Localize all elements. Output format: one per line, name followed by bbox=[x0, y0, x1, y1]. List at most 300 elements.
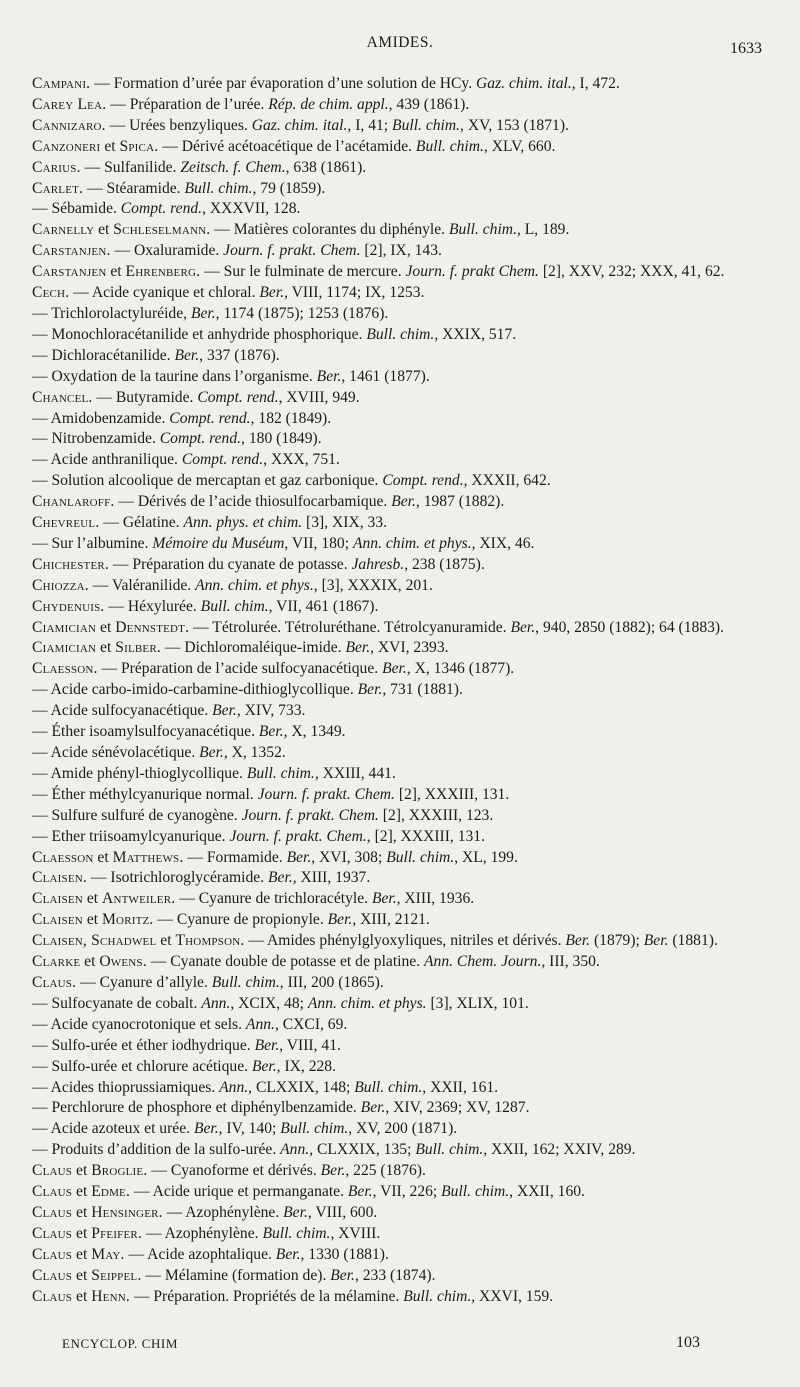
journal-title: Ber. bbox=[193, 1120, 219, 1138]
entry-text: — Préparation de l’acide sulfocyanacétique. bbox=[97, 660, 383, 678]
entry-text: [2], XXXIII, 131. bbox=[394, 785, 510, 803]
author-name: Claus bbox=[32, 1183, 73, 1201]
bibliography-entry bbox=[32, 868, 768, 889]
journal-title: Ber. bbox=[510, 618, 536, 636]
entry-text: , X, 1346 (1877). bbox=[406, 660, 515, 678]
entry-text: — Tétrolurée. Tétroluréthane. Tétrolcyanuramide. bbox=[189, 618, 511, 636]
journal-title: Ber. bbox=[258, 723, 284, 741]
entry-text: , 1330 (1881). bbox=[300, 1245, 389, 1263]
bibliography-entry bbox=[32, 1036, 768, 1057]
bibliography-entry bbox=[32, 1224, 768, 1245]
journal-title: Journ. f. prakt Chem. bbox=[405, 263, 539, 281]
bibliography-entry bbox=[32, 450, 768, 471]
running-header-title: AMIDES. bbox=[366, 34, 434, 51]
journal-title: Compt. rend. bbox=[197, 388, 279, 406]
entry-text: , XXXII, 642. bbox=[463, 472, 551, 490]
entry-text: — Produits d’addition de la sulfo-urée. bbox=[32, 1141, 281, 1159]
entry-text: et bbox=[82, 911, 102, 929]
entry-text: — Amidobenzamide. bbox=[32, 409, 170, 427]
bibliography-entry bbox=[32, 304, 768, 325]
entry-text: et bbox=[72, 1203, 92, 1221]
entry-text: , 180 (1849). bbox=[241, 430, 322, 448]
entry-text: , 225 (1876). bbox=[345, 1162, 426, 1180]
entry-text: , VII, 461 (1867). bbox=[268, 597, 379, 615]
entry-text: — Mélamine (formation de). bbox=[141, 1266, 331, 1284]
entry-text: — Azophénylène. bbox=[142, 1224, 263, 1242]
entry-text: et bbox=[72, 1287, 92, 1305]
journal-title: Ber. bbox=[283, 1203, 308, 1221]
journal-title: Ber. bbox=[212, 702, 237, 720]
entry-text: — Solution alcoolique de mercaptan et gaz carbonique. bbox=[32, 472, 383, 490]
entry-text: , 337 (1876). bbox=[199, 346, 280, 364]
entry-text: , III, 200 (1865). bbox=[279, 973, 384, 991]
entry-text: , 1461 (1877). bbox=[341, 367, 430, 385]
author-name: Claus bbox=[32, 1245, 73, 1263]
entry-text: — Sulfocyanate de cobalt. bbox=[32, 994, 202, 1012]
entry-text: — Héxylurée. bbox=[104, 597, 201, 615]
entry-text: , VII, 226; bbox=[372, 1183, 442, 1201]
entry-text: — Cyanure de propionyle. bbox=[153, 911, 328, 929]
bibliography-entry bbox=[32, 764, 768, 785]
author-name: Claus bbox=[32, 1287, 73, 1305]
author-name: Chancel. bbox=[32, 388, 93, 406]
bibliography-entry bbox=[32, 910, 768, 931]
bibliography-entry bbox=[32, 158, 768, 179]
entry-text: — Éther isoamylsulfocyanacétique. bbox=[32, 723, 259, 741]
bibliography-entry bbox=[32, 1098, 768, 1119]
entry-text: — Azophénylène. bbox=[162, 1203, 284, 1221]
entry-text: et bbox=[156, 932, 176, 950]
entry-text: — Préparation de l’urée. bbox=[106, 95, 269, 113]
entry-text: et bbox=[96, 618, 116, 636]
entry-text: — Trichlorolactyluréide, bbox=[32, 304, 191, 322]
entry-text: , X, 1349. bbox=[283, 723, 346, 741]
entry-text: et bbox=[72, 1245, 92, 1263]
bibliography-entry bbox=[32, 659, 768, 680]
entry-text: — Matières colorantes du diphényle. bbox=[210, 221, 449, 239]
journal-title: Ann. bbox=[280, 1141, 310, 1159]
entry-text: et bbox=[72, 1183, 92, 1201]
bibliography-entry bbox=[32, 95, 768, 116]
entry-text: — Sulfo-urée et éther iodhydrique. bbox=[32, 1036, 255, 1054]
entry-text: , XV, 153 (1871). bbox=[460, 116, 569, 134]
author-name: Claus bbox=[32, 1162, 73, 1180]
journal-title: Ber. bbox=[286, 848, 312, 866]
bibliography-entry bbox=[32, 1119, 768, 1140]
entry-text: — Éther méthylcyanurique normal. bbox=[32, 785, 258, 803]
bibliography-entry bbox=[32, 931, 768, 952]
bibliography-entry bbox=[32, 680, 768, 701]
journal-title: Bull. chim. bbox=[246, 764, 315, 782]
author-name: Claus bbox=[32, 1203, 73, 1221]
journal-title: Ber. bbox=[382, 660, 407, 678]
entry-text: — Acide azophtalique. bbox=[124, 1245, 276, 1263]
entry-text: — Sébamide. bbox=[32, 200, 121, 218]
footer-signature: ENCYCLOP. CHIM bbox=[62, 1336, 179, 1351]
bibliography-entry bbox=[32, 701, 768, 722]
entry-text: , XVIII, 949. bbox=[278, 388, 360, 406]
bibliography-entry bbox=[32, 1078, 768, 1099]
author-name: Moritz. bbox=[101, 911, 154, 929]
footer-sheet-number: 103 bbox=[676, 1334, 700, 1351]
entry-text: et bbox=[72, 1162, 92, 1180]
entry-text: — Acide sulfocyanacétique. bbox=[32, 702, 213, 720]
entry-text: , 182 (1849). bbox=[250, 409, 332, 427]
bibliography-entry bbox=[32, 618, 768, 639]
entry-text: — Oxydation de la taurine dans l’organisme. bbox=[32, 367, 317, 385]
entry-text: — Butyramide. bbox=[92, 388, 198, 406]
journal-title: Bull. chim. bbox=[415, 137, 484, 155]
author-name: Dennstedt. bbox=[115, 618, 190, 636]
entry-text: — Acide urique et permanganate. bbox=[130, 1183, 348, 1201]
journal-title: Ber. bbox=[251, 1057, 277, 1075]
entry-text: — Sur le fulminate de mercure. bbox=[200, 263, 406, 281]
entry-text: , XXII, 161. bbox=[422, 1078, 499, 1096]
bibliography-entry bbox=[32, 220, 768, 241]
journal-title: Gaz. chim. ital. bbox=[476, 75, 572, 92]
journal-title: Journ. f. prakt. Chem. bbox=[223, 242, 361, 260]
bibliography-entry bbox=[32, 534, 768, 555]
entry-text: , L, 189. bbox=[516, 221, 570, 239]
author-name: Hensinger. bbox=[91, 1203, 163, 1221]
journal-title: Ber. bbox=[268, 869, 293, 887]
author-name: Campani. bbox=[32, 75, 91, 92]
author-name: Chichester. bbox=[32, 555, 109, 573]
journal-title: Ber. bbox=[345, 639, 371, 657]
bibliography-entry bbox=[32, 116, 768, 137]
author-name: Claisen bbox=[32, 911, 83, 929]
bibliography-entry bbox=[32, 492, 768, 513]
entry-text: , XV, 200 (1871). bbox=[348, 1120, 458, 1138]
bibliography-entry bbox=[32, 743, 768, 764]
bibliography-entry bbox=[32, 471, 768, 492]
entry-text: , XXII, 160. bbox=[509, 1183, 585, 1201]
entry-text: , 439 (1861). bbox=[388, 95, 470, 113]
entry-text: et bbox=[94, 221, 114, 239]
page-number: 1633 bbox=[730, 40, 762, 57]
entry-text: , XCIX, 48; bbox=[230, 994, 308, 1012]
author-name: Matthews. bbox=[112, 848, 184, 866]
entry-text: et bbox=[96, 639, 116, 657]
author-name: Cannizaro. bbox=[32, 116, 106, 134]
author-name: Claus bbox=[32, 1266, 73, 1284]
entry-text: — Cyanure de trichloracétyle. bbox=[175, 890, 372, 908]
entry-text: — Isotrichloroglycéramide. bbox=[87, 869, 269, 887]
entry-text: , VIII, 41. bbox=[279, 1036, 341, 1054]
author-name: Broglie. bbox=[91, 1162, 148, 1180]
entry-text: — Sulfanilide. bbox=[80, 158, 181, 176]
bibliography-entry bbox=[32, 388, 768, 409]
bibliography-entry bbox=[32, 638, 768, 659]
bibliography-entry bbox=[32, 262, 768, 283]
journal-title: Compt. rend. bbox=[169, 409, 251, 427]
bibliography-entry bbox=[32, 241, 768, 262]
bibliography-entry bbox=[32, 555, 768, 576]
journal-title: Ber. bbox=[327, 911, 353, 929]
author-name: Pfeifer. bbox=[91, 1224, 143, 1242]
entry-text: , IX, 228. bbox=[276, 1057, 336, 1075]
author-name: Carstanjen bbox=[32, 263, 107, 281]
journal-title: Ber. bbox=[357, 681, 383, 699]
entry-text: — Amide phényl-thioglycollique. bbox=[32, 764, 247, 782]
journal-title: Ber. bbox=[371, 890, 397, 908]
entry-text: — Cyanure d’allyle. bbox=[76, 973, 212, 991]
entry-text: — Préparation. Propriétés de la mélamine. bbox=[129, 1287, 404, 1305]
journal-title: Bull. chim. bbox=[366, 325, 435, 343]
journal-title: Compt. rend. bbox=[382, 472, 464, 490]
author-name: Edme. bbox=[91, 1183, 131, 1201]
entry-text: , [2], XXXIII, 131. bbox=[366, 827, 486, 845]
author-name: Carius. bbox=[32, 158, 81, 176]
journal-title: Mémoire du Muséum bbox=[152, 534, 285, 552]
entry-text: et bbox=[106, 263, 126, 281]
entry-text: , I, 41; bbox=[347, 116, 393, 134]
bibliography-entry bbox=[32, 283, 768, 304]
author-name: May. bbox=[91, 1245, 125, 1263]
journal-title: Ber. bbox=[199, 744, 224, 761]
bibliography-entry bbox=[32, 1266, 768, 1287]
author-name: Owens. bbox=[99, 953, 147, 971]
author-name: Claus bbox=[32, 1224, 73, 1242]
entry-text: , 233 (1874). bbox=[354, 1266, 436, 1284]
author-name: Silber. bbox=[115, 639, 161, 657]
author-name: Seippel. bbox=[91, 1266, 142, 1284]
entry-text: — Cyanoforme et dérivés. bbox=[147, 1162, 321, 1180]
entry-text: [2], XXXIII, 123. bbox=[378, 806, 494, 824]
entry-text: — Acide anthranilique. bbox=[32, 451, 182, 469]
author-name: Chevreul. bbox=[32, 514, 100, 532]
bibliography-entry bbox=[32, 973, 768, 994]
entry-text: et bbox=[93, 848, 113, 866]
entry-text: — Monochloracétanilide et anhydride phosphorique. bbox=[32, 325, 367, 343]
entry-text: — Perchlorure de phosphore et diphénylbenzamide. bbox=[32, 1099, 361, 1117]
author-name: Ehrenberg. bbox=[125, 263, 201, 281]
entry-text: — Amides phénylglyoxyliques, nitriles et dérivés. bbox=[244, 932, 566, 950]
entry-text: — Ether triisoamylcyanurique. bbox=[32, 827, 230, 845]
entry-text: , I, 472. bbox=[571, 75, 620, 92]
entry-text: — Nitrobenzamide. bbox=[32, 430, 160, 448]
entry-text: , XXXVII, 128. bbox=[202, 200, 301, 218]
entry-text: , XIII, 1937. bbox=[292, 869, 371, 887]
entry-text: , 79 (1859). bbox=[252, 179, 326, 197]
entry-text: — Stéaramide. bbox=[83, 179, 185, 197]
entry-text: , XVI, 2393. bbox=[370, 639, 449, 657]
entry-text: — Sulfo-urée et chlorure acétique. bbox=[32, 1057, 252, 1075]
entry-text: [2], XXV, 232; XXX, 41, 62. bbox=[538, 263, 725, 281]
journal-title: Journ. f. prakt. Chem. bbox=[229, 827, 367, 845]
bibliography-entry bbox=[32, 806, 768, 827]
journal-title: Bull. chim. bbox=[211, 973, 280, 991]
entry-text: , III, 350. bbox=[541, 953, 600, 971]
entry-text: , XLV, 660. bbox=[483, 137, 556, 155]
journal-title: Bull. chim. bbox=[448, 221, 517, 239]
journal-title: Ann. bbox=[201, 994, 231, 1012]
bibliography-entry bbox=[32, 367, 768, 388]
entry-text: , VIII, 600. bbox=[307, 1203, 378, 1221]
entry-text: — Valéranilide. bbox=[88, 576, 196, 594]
author-name: Carnelly bbox=[32, 221, 95, 239]
journal-title: Ber. bbox=[254, 1036, 280, 1054]
journal-title: Ann. chim. et phys. bbox=[195, 576, 314, 594]
journal-title: Jahresb. bbox=[351, 555, 405, 573]
author-name: Thompson. bbox=[175, 932, 245, 950]
bibliography-entry bbox=[32, 952, 768, 973]
entry-text: et bbox=[72, 1266, 92, 1284]
bibliography-entry bbox=[32, 179, 768, 200]
journal-title: Journ. f. prakt. Chem. bbox=[241, 806, 379, 824]
journal-title: Ann. bbox=[219, 1078, 249, 1096]
journal-title: Ber. bbox=[391, 493, 416, 511]
journal-title: Ber. bbox=[174, 346, 200, 364]
entry-text: , CXCI, 69. bbox=[274, 1015, 348, 1033]
entry-text: , [3], XXXIX, 201. bbox=[313, 576, 433, 594]
journal-title: Ber. bbox=[360, 1099, 386, 1117]
journal-title: Gaz. chim. ital. bbox=[251, 116, 348, 134]
entry-text: et bbox=[82, 890, 102, 908]
journal-title: Ber. bbox=[330, 1266, 355, 1284]
author-name: Spica. bbox=[119, 137, 159, 155]
bibliography-entry bbox=[32, 576, 768, 597]
entry-text: — Formation d’urée par évaporation d’une solution de HCy. bbox=[90, 75, 477, 92]
entry-text: , XIX, 46. bbox=[471, 534, 535, 552]
entry-text: [2], IX, 143. bbox=[360, 242, 442, 260]
entry-text: , XXII, 162; XXIV, 289. bbox=[483, 1141, 636, 1159]
journal-title: Ber. bbox=[275, 1245, 301, 1263]
journal-title: Compt. rend. bbox=[159, 430, 242, 448]
entry-text: — Dichloracétanilide. bbox=[32, 346, 175, 364]
bibliography-entry bbox=[32, 1287, 768, 1308]
entry-text: , 238 (1875). bbox=[404, 555, 485, 573]
author-name: Claisen bbox=[32, 890, 83, 908]
bibliography-entry bbox=[32, 346, 768, 367]
bibliography-entry bbox=[32, 597, 768, 618]
entry-text: — Formamide. bbox=[183, 848, 287, 866]
bibliography-entry bbox=[32, 722, 768, 743]
entry-text: — Préparation du cyanate de potasse. bbox=[109, 555, 352, 573]
bibliography-entry bbox=[32, 137, 768, 158]
entry-text: (1881). bbox=[668, 932, 718, 950]
entry-text: , XIII, 2121. bbox=[352, 911, 430, 929]
journal-title: Compt. rend. bbox=[120, 200, 203, 218]
entry-text: , XVI, 308; bbox=[311, 848, 387, 866]
bibliography-entry bbox=[32, 785, 768, 806]
author-name: Schleselmann. bbox=[113, 221, 211, 239]
entry-text: , CLXXIX, 148; bbox=[248, 1078, 355, 1096]
entry-text: — Sulfure sulfuré de cyanogène. bbox=[32, 806, 242, 824]
bibliography-entry bbox=[32, 827, 768, 848]
entry-text: — Oxaluramide. bbox=[110, 242, 224, 260]
entry-text: , XIV, 2369; XV, 1287. bbox=[385, 1099, 530, 1117]
author-name: Henn. bbox=[91, 1287, 130, 1305]
author-name: Carlet. bbox=[32, 179, 84, 197]
bibliography-entry bbox=[32, 74, 768, 95]
author-name: Carstanjen. bbox=[32, 242, 111, 260]
bibliography-entry bbox=[32, 1015, 768, 1036]
journal-title: Bull. chim. bbox=[403, 1287, 472, 1305]
bibliography-entry bbox=[32, 889, 768, 910]
entry-text: , 731 (1881). bbox=[382, 681, 463, 699]
entry-text: , XL, 199. bbox=[454, 848, 518, 866]
entry-text: , 1174 (1875); 1253 (1876). bbox=[215, 304, 389, 322]
author-name: Chydenuis. bbox=[32, 597, 105, 615]
entry-text: , XVIII. bbox=[330, 1224, 381, 1242]
entry-text: , VIII, 1174; IX, 1253. bbox=[284, 284, 425, 302]
author-name: Clarke bbox=[32, 953, 81, 971]
entry-text: — Urées benzyliques. bbox=[105, 116, 252, 134]
entry-text: — Cyanate double de potasse et de platine. bbox=[146, 953, 424, 971]
journal-title: Bull. chim. bbox=[441, 1183, 510, 1201]
journal-title: Ber. bbox=[347, 1183, 373, 1201]
bibliography-entry bbox=[32, 1182, 768, 1203]
journal-title: Ann. chim. et phys. bbox=[352, 534, 472, 552]
journal-title: Ann. chim. et phys. bbox=[307, 994, 427, 1012]
journal-title: Ann. Chem. Journ. bbox=[424, 953, 542, 971]
entry-text: — Acide sénévolacétique. bbox=[32, 744, 200, 761]
bibliography-entry bbox=[32, 848, 768, 869]
entry-text: , IV, 140; bbox=[218, 1120, 281, 1138]
bibliography-entry bbox=[32, 199, 768, 220]
entry-text: [3], XIX, 33. bbox=[302, 514, 388, 532]
bibliography-entry bbox=[32, 409, 768, 430]
author-name: Chanlaroff. bbox=[32, 493, 115, 511]
entry-text: , XXX, 751. bbox=[263, 451, 340, 469]
journal-title: Ber. bbox=[565, 932, 591, 950]
journal-title: Ber. bbox=[316, 367, 342, 385]
author-name: Cech. bbox=[32, 284, 70, 302]
entry-text: , 1987 (1882). bbox=[415, 493, 505, 511]
bibliography-entry bbox=[32, 429, 768, 450]
journal-title: Bull. chim. bbox=[184, 179, 253, 197]
entry-text: et bbox=[72, 1224, 92, 1242]
bibliography-entry bbox=[32, 1161, 768, 1182]
bibliography-entry bbox=[32, 1057, 768, 1078]
entry-text: (1879); bbox=[590, 932, 644, 950]
bibliography-entry bbox=[32, 325, 768, 346]
author-name: Claisen, Schadwel bbox=[32, 932, 157, 950]
author-name: Antweiler. bbox=[101, 890, 176, 908]
entry-text: — Dichloromaléique-imide. bbox=[160, 639, 346, 657]
author-name: Canzoneri bbox=[32, 137, 101, 155]
journal-title: Journ. f. prakt. Chem. bbox=[257, 785, 395, 803]
entry-text: [3], XLIX, 101. bbox=[426, 994, 529, 1012]
entry-text: — Acide carbo-imido-carbamine-dithioglycollique. bbox=[32, 681, 358, 699]
entry-text: et bbox=[100, 137, 120, 155]
author-name: Ciamician bbox=[32, 639, 97, 657]
entry-text: , X, 1352. bbox=[223, 744, 286, 761]
entry-text: , XXIII, 441. bbox=[314, 764, 396, 782]
entry-text: — Acide cyanocrotonique et sels. bbox=[32, 1015, 246, 1033]
entry-text: et bbox=[80, 953, 100, 971]
journal-title: Ber. bbox=[643, 932, 669, 950]
journal-title: Bull. chim. bbox=[392, 116, 461, 134]
entry-text: — Acide cyanique et chloral. bbox=[69, 284, 260, 302]
journal-title: Bull. chim. bbox=[262, 1224, 331, 1242]
author-name: Claesson. bbox=[32, 660, 98, 678]
bibliography-entry bbox=[32, 994, 768, 1015]
entry-text: — Acide azoteux et urée. bbox=[32, 1120, 194, 1138]
journal-title: Bull. chim. bbox=[386, 848, 455, 866]
author-name: Carey Lea. bbox=[32, 95, 107, 113]
journal-title: Bull. chim. bbox=[280, 1120, 349, 1138]
author-name: Claesson bbox=[32, 848, 94, 866]
author-name: Ciamician bbox=[32, 618, 97, 636]
entry-text: , 940, 2850 (1882); 64 (1883). bbox=[535, 618, 725, 636]
bibliography-list bbox=[32, 74, 768, 1307]
entry-text: , VII, 180; bbox=[284, 534, 353, 552]
journal-title: Compt. rend. bbox=[181, 451, 264, 469]
journal-title: Bull. chim. bbox=[200, 597, 269, 615]
author-name: Claus. bbox=[32, 973, 77, 991]
